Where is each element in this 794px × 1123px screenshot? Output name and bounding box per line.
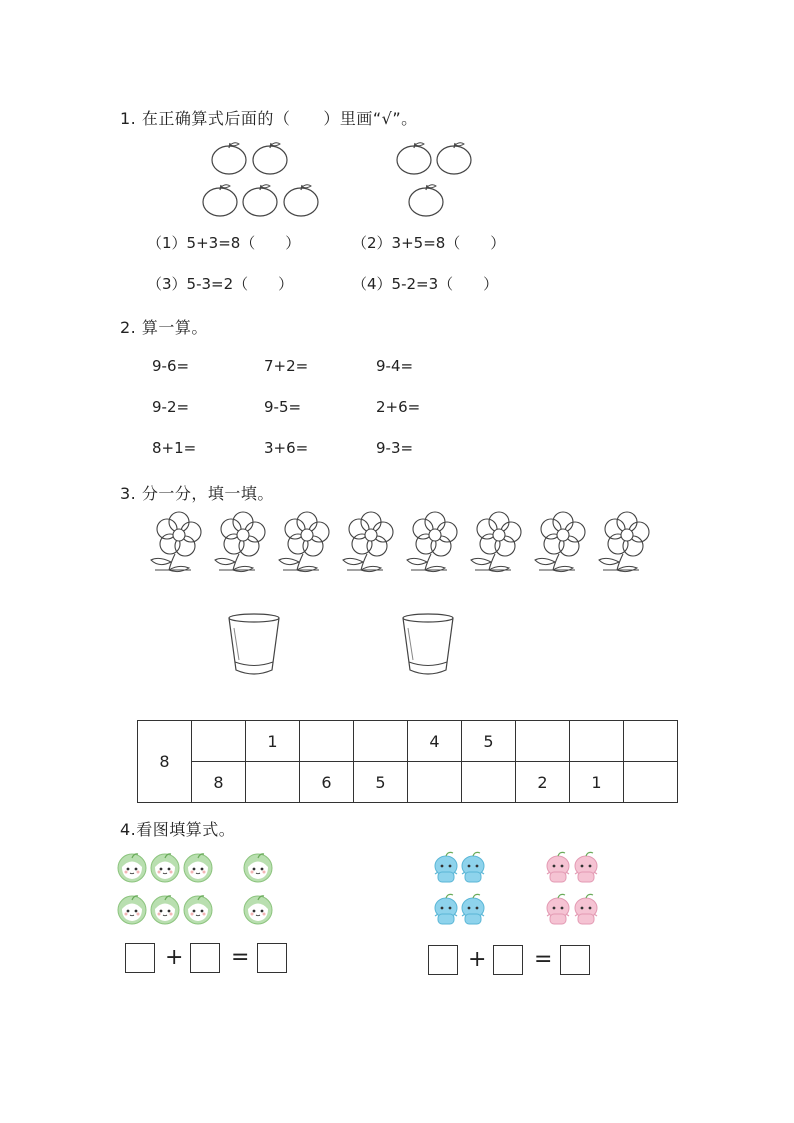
flower-icon [279,512,329,572]
equals-sign: = [534,947,553,972]
table-cell[interactable]: 1 [246,721,300,762]
table-cell[interactable]: 4 [408,721,462,762]
plus-sign: + [165,945,184,970]
table-cell[interactable] [300,721,354,762]
apple-icon [253,143,287,174]
plus-sign: + [468,947,487,972]
table-cell[interactable] [354,721,408,762]
apples-right-group [395,140,485,220]
pink-character-icon [547,894,569,924]
table-cell[interactable]: 8 [192,762,246,803]
apple-icon [203,185,237,216]
cup-icon [400,612,460,680]
cup-icon [226,612,286,680]
q2-expr: 2+6= [376,398,421,416]
apple-icon [397,143,431,174]
pink-character-icon [575,894,597,924]
apple-icon [437,143,471,174]
flowers-row [145,510,665,576]
apple-icon [284,185,318,216]
q1-option-4: （4）5-2=3（ ） [352,275,499,293]
table-cell[interactable] [192,721,246,762]
green-character-icon [244,896,272,924]
flower-icon [151,512,201,572]
q4-title: 4.看图填算式。 [120,820,236,839]
total-cell: 8 [138,721,192,803]
blue-character-icon [462,894,484,924]
table-cell[interactable] [408,762,462,803]
answer-box[interactable] [190,943,220,973]
green-character-icon [244,854,272,882]
split-table [137,720,678,803]
table-cell[interactable]: 6 [300,762,354,803]
answer-box[interactable] [125,943,155,973]
table-cell[interactable]: 1 [570,762,624,803]
table-cell[interactable] [624,721,678,762]
green-character-icon [118,896,146,924]
answer-box[interactable] [493,945,523,975]
flower-icon [343,512,393,572]
q2-expr: 9-5= [264,398,302,416]
q1-option-3: （3）5-3=2（ ） [147,275,294,293]
pink-character-icon [547,852,569,882]
blue-character-icon [435,852,457,882]
table-cell[interactable] [516,721,570,762]
q2-expr: 3+6= [264,439,309,457]
green-character-icon [118,854,146,882]
q2-expr: 9-3= [376,439,414,457]
table-cell[interactable]: 5 [462,721,516,762]
flower-icon [471,512,521,572]
q1-title: 1. 在正确算式后面的（ ）里画“√”。 [120,109,418,128]
apple-icon [212,143,246,174]
green-characters [118,850,288,930]
q2-expr: 8+1= [152,439,197,457]
blue-character-icon [462,852,484,882]
q2-expr: 7+2= [264,357,309,375]
green-character-icon [151,854,179,882]
apples-left-group [200,140,330,220]
green-character-icon [151,896,179,924]
blue-character-icon [435,894,457,924]
q1-option-2: （2）3+5=8（ ） [352,234,506,252]
q3-title: 3. 分一分，填一填。 [120,484,274,503]
colored-characters [433,848,613,930]
table-cell[interactable] [570,721,624,762]
flower-icon [215,512,265,572]
apple-icon [243,185,277,216]
flower-icon [535,512,585,572]
table-cell[interactable] [624,762,678,803]
green-character-icon [184,896,212,924]
table-cell[interactable] [246,762,300,803]
pink-character-icon [575,852,597,882]
flower-icon [407,512,457,572]
answer-box[interactable] [257,943,287,973]
answer-box[interactable] [560,945,590,975]
q2-expr: 9-6= [152,357,190,375]
green-character-icon [184,854,212,882]
table-cell[interactable]: 2 [516,762,570,803]
table-cell[interactable]: 5 [354,762,408,803]
table-cell[interactable] [462,762,516,803]
q1-option-1: （1）5+3=8（ ） [147,234,301,252]
q2-expr: 9-4= [376,357,414,375]
q2-expr: 9-2= [152,398,190,416]
apple-icon [409,185,443,216]
equals-sign: = [231,945,250,970]
flower-icon [599,512,649,572]
answer-box[interactable] [428,945,458,975]
q2-title: 2. 算一算。 [120,318,208,337]
